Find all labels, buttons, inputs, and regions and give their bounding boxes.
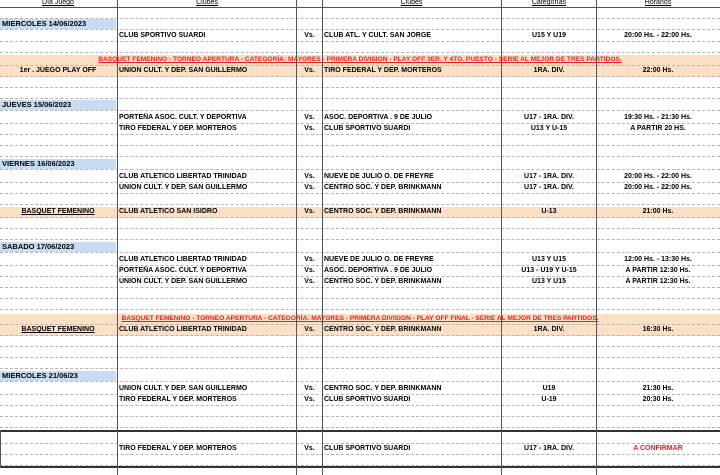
match-row: [0, 207, 720, 218]
header-clubs-away: Clubes: [400, 0, 423, 6]
home-club: TIRO FEDERAL Y DEP. MORTEROS: [119, 125, 237, 132]
match-label: 1er . JUEGO PLAY OFF: [19, 67, 97, 74]
empty-row: [0, 88, 720, 99]
left-border: [0, 430, 1, 468]
match-row: [0, 384, 720, 395]
vs-label: Vs.: [304, 125, 315, 132]
away-club: CENTRO SOC. Y DEP. BRINKMANN: [324, 278, 442, 285]
match-row: [0, 66, 720, 77]
match-row: [0, 113, 720, 124]
match-label: BASQUET FEMENINO: [21, 326, 95, 333]
home-club: CLUB ATLETICO LIBERTAD TRINIDAD: [119, 256, 247, 263]
schedule: A PARTIR 20 HS.: [630, 125, 686, 132]
date-label: SABADO 17/06/2023: [0, 242, 116, 252]
empty-row: [0, 77, 720, 88]
vs-label: Vs.: [304, 32, 315, 39]
vs-label: Vs.: [304, 67, 315, 74]
tournament-banner: BASQUET FEMENINO - TORNEO APERTURA - CATEGORÍA: MAYORES - PRIMERA DIVISION - PLAY OFF 3ER. Y 4TO. PUESTO - SERIE AL MEJOR DE TRES PARTIDOS.: [98, 56, 622, 63]
date-label: MIERCOLES 14/06/2023: [0, 19, 116, 29]
column-divider: [296, 0, 297, 475]
category: U13 Y U15: [532, 278, 566, 285]
away-club: CENTRO SOC. Y DEP. BRINKMANN: [324, 326, 442, 333]
away-club: CENTRO SOC. Y DEP. BRINKMANN: [324, 208, 442, 215]
empty-row: [0, 358, 720, 369]
match-row: [0, 277, 720, 288]
away-club: ASOC. DEPORTIVA . 9 DE JULIO: [324, 114, 433, 121]
away-club: NUEVE DE JULIO O. DE FREYRE: [324, 256, 434, 263]
match-row: [0, 325, 720, 336]
home-club: UNION CULT. Y DEP. SAN GUILLERMO: [119, 278, 248, 285]
category: U15 Y U19: [532, 32, 566, 39]
vs-label: Vs.: [304, 396, 315, 403]
section-separator: [0, 466, 720, 468]
away-club: CLUB ATL. Y CULT. SAN JORGE: [324, 32, 431, 39]
schedule: A CONFIRMAR: [633, 445, 683, 452]
home-club: CLUB ATLETICO LIBERTAD TRINIDAD: [119, 173, 247, 180]
match-row: [0, 31, 720, 42]
category: U19: [542, 385, 556, 392]
schedule: 22:00 Hs.: [642, 67, 674, 74]
match-label: BASQUET FEMENINO: [21, 208, 95, 215]
schedule: 19:30 Hs. - 21:30 Hs.: [624, 114, 692, 121]
empty-row: [0, 229, 720, 240]
tournament-banner: BASQUET FEMENINO - TORNEO APERTURA - CATEGORÍA: MAYORES - PRIMERA DIVISION - PLAY OFF FINAL - SERIE AL MEJOR DE TRES PARTIDOS.: [121, 315, 599, 322]
home-club: UNION CULT. Y DEP. SAN GUILLERMO: [119, 184, 248, 191]
schedule: 20:00 Hs. - 22:00 Hs.: [624, 184, 692, 191]
vs-label: Vs.: [304, 278, 315, 285]
date-row: [0, 242, 720, 253]
away-club: NUEVE DE JULIO O. DE FREYRE: [324, 173, 434, 180]
away-club: TIRO FEDERAL Y DEP. MORTEROS: [324, 67, 442, 74]
schedule: 20:00 Hs. - 22:00 Hs.: [624, 173, 692, 180]
home-club: TIRO FEDERAL Y DEP. MORTEROS: [119, 396, 237, 403]
banner-row: [0, 314, 720, 325]
vs-label: Vs.: [304, 267, 315, 274]
schedule: A PARTIR 12:30 Hs.: [625, 278, 691, 285]
vs-label: Vs.: [304, 208, 315, 215]
empty-row: [0, 135, 720, 146]
empty-row: [0, 347, 720, 358]
category: U17 - 1RA. DIV.: [524, 184, 574, 191]
date-label: VIERNES 16/06/2023: [0, 159, 116, 169]
away-club: CLUB SPORTIVO SUARDI: [324, 445, 411, 452]
match-row: [0, 183, 720, 194]
category: U13 Y U-15: [530, 125, 568, 132]
home-club: CLUB ATLETICO LIBERTAD TRINIDAD: [119, 326, 247, 333]
empty-row: [0, 288, 720, 299]
column-divider: [322, 0, 323, 475]
category: U13 - U19 Y U-15: [521, 267, 577, 274]
empty-row: [0, 8, 720, 19]
category: U-19: [541, 396, 557, 403]
home-club: PORTEÑA ASOC. CULT. Y DEPORTIVA: [119, 267, 247, 274]
date-label: JUEVES 15/06/2023: [0, 100, 116, 110]
empty-row: [0, 417, 720, 428]
schedule: 12:00 Hs. - 13:30 Hs.: [624, 256, 692, 263]
category: 1RA. DIV.: [533, 67, 565, 74]
column-divider: [501, 0, 502, 475]
category: U17 - 1RA. DIV.: [524, 114, 574, 121]
header-clubs-home: Clubes: [196, 0, 218, 6]
schedule: 21:30 Hs.: [642, 385, 674, 392]
vs-label: Vs.: [304, 184, 315, 191]
empty-row: [0, 433, 720, 444]
header-schedule: Horarios: [644, 0, 672, 6]
schedule: 21:00 Hs.: [642, 208, 674, 215]
date-label: MIERCOLES 21/06/23: [0, 371, 116, 381]
schedule: 16:30 Hs.: [642, 326, 674, 333]
date-row: [0, 19, 720, 30]
empty-row: [0, 455, 720, 466]
home-club: CLUB ATLETICO SAN ISIDRO: [119, 208, 218, 215]
empty-row: [0, 42, 720, 53]
empty-row: [0, 218, 720, 229]
header-category: Categorías: [531, 0, 567, 6]
vs-label: Vs.: [304, 114, 315, 121]
match-row: [0, 255, 720, 266]
away-club: CLUB SPORTIVO SUARDI: [324, 396, 411, 403]
category: 1RA. DIV.: [533, 326, 565, 333]
match-row: [0, 266, 720, 277]
home-club: PORTEÑA ASOC. CULT. Y DEPORTIVA: [119, 114, 247, 121]
vs-label: Vs.: [304, 385, 315, 392]
schedule: A PARTIR 12:30 Hs.: [625, 267, 691, 274]
vs-label: Vs.: [304, 173, 315, 180]
category: U17 - 1RA. DIV.: [524, 445, 574, 452]
section-separator: [0, 430, 720, 432]
column-divider: [596, 0, 597, 475]
home-club: UNION CULT. Y DEP. SAN GUILLERMO: [119, 385, 248, 392]
home-club: CLUB SPORTIVO SUARDI: [119, 32, 206, 39]
column-divider: [117, 0, 118, 475]
empty-row: [0, 146, 720, 157]
category: U-13: [541, 208, 557, 215]
away-club: CENTRO SOC. Y DEP. BRINKMANN: [324, 184, 442, 191]
date-row: [0, 159, 720, 170]
vs-label: Vs.: [304, 326, 315, 333]
schedule: 20:30 Hs.: [642, 396, 674, 403]
away-club: CENTRO SOC. Y DEP. BRINKMANN: [324, 385, 442, 392]
date-row: [0, 371, 720, 382]
category: U13 Y U15: [532, 256, 566, 263]
match-row: [0, 172, 720, 183]
away-club: CLUB SPORTIVO SUARDI: [324, 125, 411, 132]
vs-label: Vs.: [304, 256, 315, 263]
home-club: TIRO FEDERAL Y DEP. MORTEROS: [119, 445, 237, 452]
empty-row: [0, 194, 720, 205]
away-club: ASOC. DEPORTIVA . 9 DE JULIO: [324, 267, 433, 274]
category: U17 - 1RA. DIV.: [524, 173, 574, 180]
match-row: [0, 395, 720, 406]
header-day: Día Juego: [42, 0, 74, 6]
empty-row: [0, 336, 720, 347]
home-club: UNION CULT. Y DEP. SAN GUILLERMO: [119, 67, 248, 74]
date-row: [0, 100, 720, 111]
schedule: 20:00 Hs. - 22:00 Hs.: [624, 32, 692, 39]
banner-row: [0, 55, 720, 66]
empty-row: [0, 299, 720, 310]
match-row: [0, 444, 720, 455]
empty-row: [0, 406, 720, 417]
vs-label: Vs.: [304, 445, 315, 452]
match-row: [0, 124, 720, 135]
